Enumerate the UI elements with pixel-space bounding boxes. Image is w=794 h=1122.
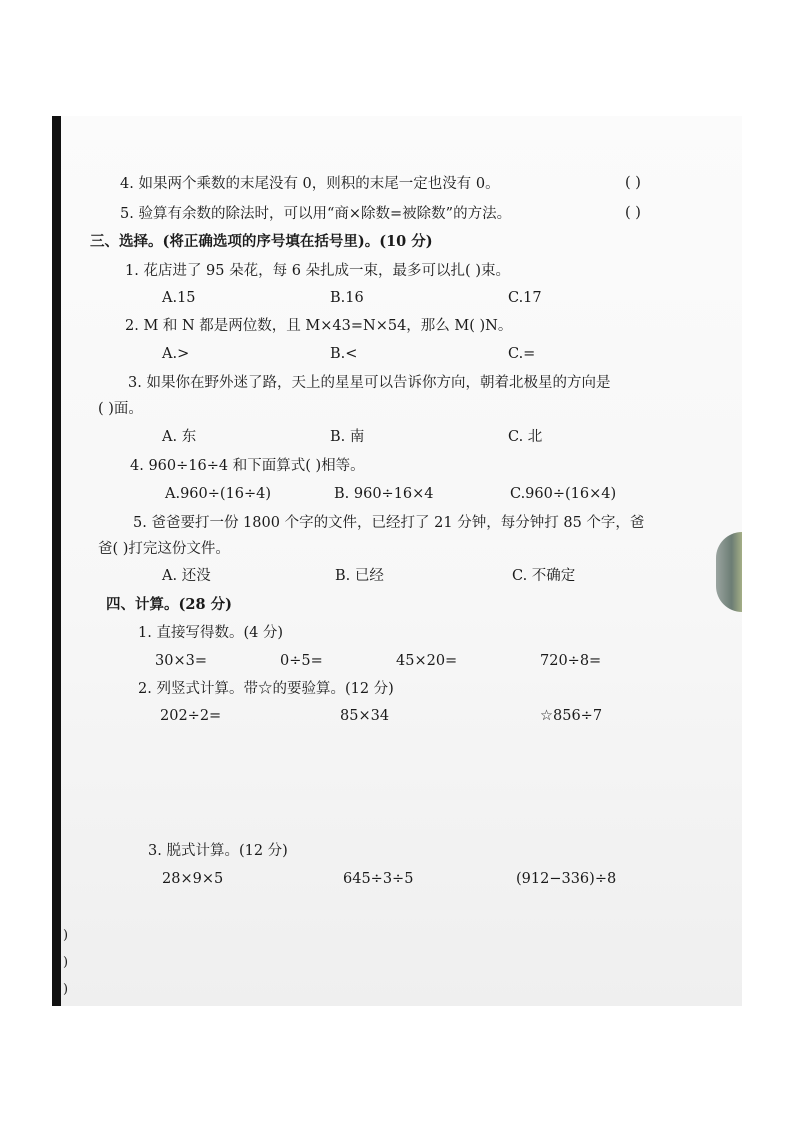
s3-q3-line2: ( )面。	[98, 401, 143, 417]
margin-mark: )	[63, 982, 69, 997]
judge-q4: 4. 如果两个乘数的末尾没有 0，则积的末尾一定也没有 0。	[120, 176, 500, 192]
s4-part2-title: 2. 列竖式计算。带☆的要验算。(12 分)	[138, 681, 394, 697]
s3-q3-option-c: C. 北	[508, 429, 543, 445]
s3-q5-option-c: C. 不确定	[512, 568, 576, 584]
background-object	[716, 532, 742, 612]
s4-part2-item: ☆856÷7	[540, 708, 603, 724]
s3-q1-option-b: B.16	[330, 290, 364, 306]
s4-part3-item: (912−336)÷8	[516, 871, 617, 887]
s3-q4-option-c: C.960÷(16×4)	[510, 486, 617, 502]
s3-q5-line1: 5. 爸爸要打一份 1800 个字的文件，已经打了 21 分钟，每分钟打 85 个字，爸	[133, 515, 645, 531]
s4-part1-item: 45×20=	[396, 653, 458, 669]
s3-q3-option-a: A. 东	[162, 429, 197, 445]
s4-part1-item: 0÷5=	[280, 653, 323, 669]
s4-part2-item: 202÷2=	[160, 708, 222, 724]
s3-q3-option-b: B. 南	[330, 429, 365, 445]
judge-q5: 5. 验算有余数的除法时，可以用“商×除数=被除数”的方法。	[120, 206, 512, 222]
section4-title: 四、计算。(28 分)	[106, 596, 232, 613]
s3-q2-text: 2. M 和 N 都是两位数，且 M×43=N×54，那么 M( )N。	[125, 318, 513, 334]
s4-part1-title: 1. 直接写得数。(4 分)	[138, 625, 284, 641]
s4-part3-title: 3. 脱式计算。(12 分)	[148, 843, 288, 859]
s4-part2-item: 85×34	[340, 708, 390, 724]
margin-mark: )	[63, 955, 69, 970]
section3-title: 三、选择。(将正确选项的序号填在括号里)。(10 分)	[90, 233, 433, 250]
s3-q3-line1: 3. 如果你在野外迷了路，天上的星星可以告诉你方向，朝着北极星的方向是	[128, 375, 611, 391]
s3-q1-option-c: C.17	[508, 290, 542, 306]
s3-q2-option-b: B.<	[330, 346, 358, 362]
s3-q5-option-a: A. 还没	[162, 568, 211, 584]
s3-q1-option-a: A.15	[162, 290, 196, 306]
s4-part1-item: 720÷8=	[540, 653, 602, 669]
s4-part1-item: 30×3=	[155, 653, 207, 669]
s3-q4-text: 4. 960÷16÷4 和下面算式( )相等。	[130, 458, 365, 474]
s4-part3-item: 28×9×5	[162, 871, 224, 887]
s4-part3-item: 645÷3÷5	[343, 871, 414, 887]
s3-q5-line2: 爸( )打完这份文件。	[98, 541, 230, 557]
s3-q4-option-b: B. 960÷16×4	[334, 486, 434, 502]
judge-q5-answer-paren: ( )	[625, 205, 641, 221]
margin-mark: )	[63, 928, 69, 943]
judge-q4-answer-paren: ( )	[625, 175, 641, 191]
s3-q2-option-a: A.>	[162, 346, 190, 362]
s3-q4-option-a: A.960÷(16÷4)	[165, 486, 272, 502]
s3-q2-option-c: C.=	[508, 346, 536, 362]
s3-q5-option-b: B. 已经	[335, 568, 384, 584]
page-edge-shadow	[52, 116, 61, 1006]
s3-q1-text: 1. 花店进了 95 朵花，每 6 朵扎成一束，最多可以扎( )束。	[125, 263, 510, 279]
